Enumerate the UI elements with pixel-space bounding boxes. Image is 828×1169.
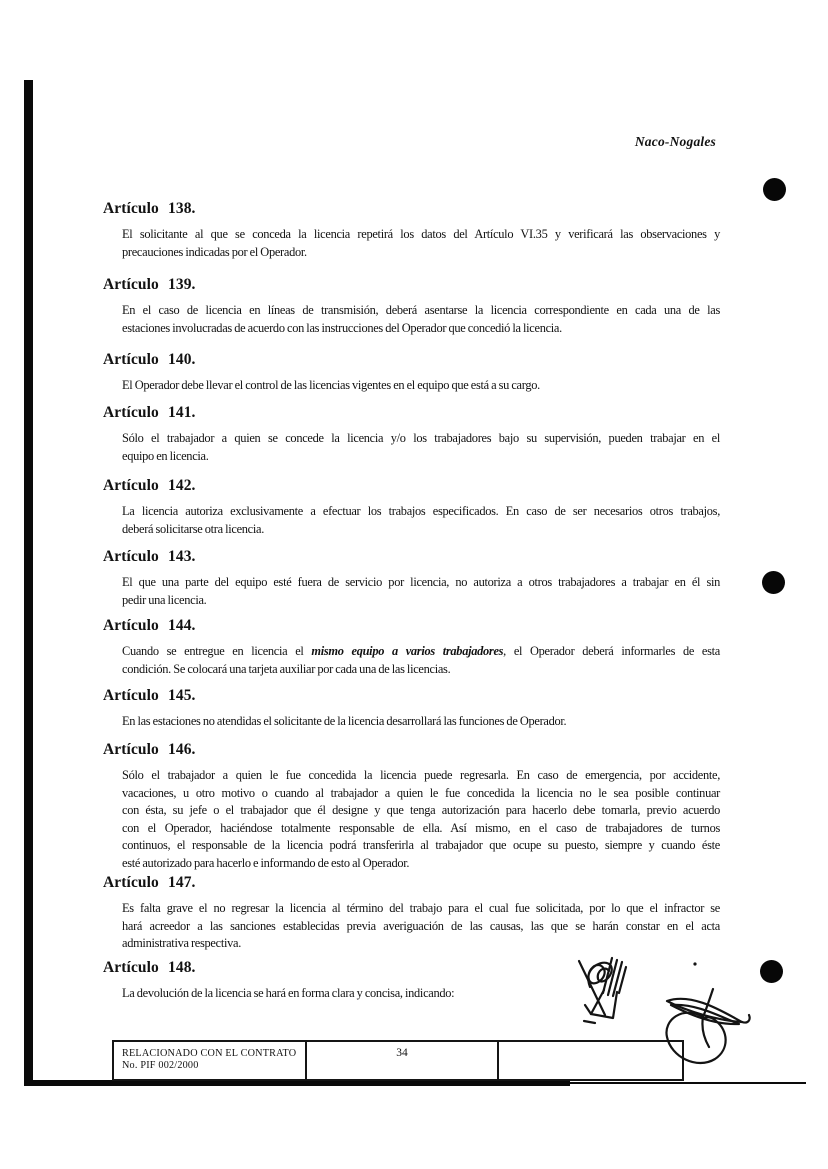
body-line: deberá solicitarse otra licencia. bbox=[122, 521, 265, 536]
article-body bbox=[122, 302, 720, 337]
signature-scribble bbox=[555, 935, 765, 1075]
body-line: En las estaciones no atendidas el solicitante de la licencia desarrollará las funciones de Operador. bbox=[122, 714, 567, 728]
article-body bbox=[122, 767, 720, 872]
article-heading: Artículo 147. bbox=[103, 874, 196, 891]
body-line: La devolución de la licencia se hará en forma clara y concisa, indicando: bbox=[122, 986, 455, 1000]
body-line: Sólo el trabajador a quien se concede la licencia y/o los trabajadores bajo su supervisión, pueden trabajar en el bbox=[122, 431, 720, 445]
article-body bbox=[122, 574, 720, 609]
body-line: hará acreedor a las sanciones establecidas previa averiguación de las causas, las que se harán constar en el acta bbox=[122, 918, 720, 933]
article-heading: Artículo 138. bbox=[103, 200, 196, 217]
binding-edge-bar bbox=[24, 80, 33, 1086]
article-body bbox=[122, 430, 720, 465]
article-141 bbox=[103, 404, 725, 465]
article-146 bbox=[103, 741, 725, 872]
body-line: La licencia autoriza exclusivamente a efectuar los trabajos especificados. En caso de ser necesarios otros trabajos, bbox=[122, 504, 720, 518]
body-text: , el Operador deberá informarles de esta bbox=[503, 644, 720, 658]
contract-stamp-line2: No. PIF 002/2000 bbox=[122, 1060, 199, 1071]
page-bottom-rule-thin bbox=[566, 1082, 806, 1084]
article-140 bbox=[103, 351, 725, 395]
punch-hole-dot bbox=[763, 178, 786, 201]
page-number: 34 bbox=[396, 1047, 408, 1059]
page-number-cell bbox=[307, 1042, 499, 1079]
contract-stamp-cell bbox=[114, 1042, 307, 1079]
article-142 bbox=[103, 477, 725, 538]
body-line: Sólo el trabajador a quien le fue concedida la licencia puede regresarla. En caso de emergencia, por accidente, bbox=[122, 768, 720, 782]
article-heading: Artículo 146. bbox=[103, 741, 196, 758]
body-line: En el caso de licencia en líneas de transmisión, deberá asentarse la licencia correspondiente en cada una de las bbox=[122, 303, 720, 317]
running-header: Naco-Nogales bbox=[634, 134, 716, 149]
body-line: El Operador debe llevar el control de las licencias vigentes en el equipo que está a su cargo. bbox=[122, 378, 540, 392]
article-heading: Artículo 139. bbox=[103, 276, 196, 293]
body-line: condición. Se colocará una tarjeta auxiliar por cada una de las licencias. bbox=[122, 661, 451, 676]
body-line: pedir una licencia. bbox=[122, 592, 207, 607]
punch-hole-dot bbox=[762, 571, 785, 594]
body-line bbox=[122, 643, 720, 661]
body-line: vacaciones, u otro motivo o cuando al trabajador a quien le fue concedida la licencia no le sea posible continuar bbox=[122, 785, 720, 800]
body-line: precauciones indicadas por el Operador. bbox=[122, 244, 307, 259]
article-138 bbox=[103, 200, 725, 261]
body-line: con el Operador, haciéndose totalmente responsable de ella. Así mismo, en el caso de trabajadores de turnos bbox=[122, 820, 720, 835]
article-145 bbox=[103, 687, 725, 731]
article-heading: Artículo 141. bbox=[103, 404, 196, 421]
contract-stamp-line1: RELACIONADO CON EL CONTRATO bbox=[122, 1048, 297, 1059]
article-144 bbox=[103, 617, 725, 678]
body-line: El solicitante al que se conceda la licencia repetirá los datos del Artículo VI.35 y verificará las observaciones y bbox=[122, 227, 720, 241]
body-line: con ésta, su jefe o el trabajador que él designe y que tenga autorización para hacerlo debe tomarla, previo acuerdo bbox=[122, 803, 720, 817]
body-line: El que una parte del equipo esté fuera de servicio por licencia, no autoriza a otros trabajadores a trabajar en él sin bbox=[122, 575, 720, 589]
article-heading: Artículo 148. bbox=[103, 959, 196, 976]
body-line: administrativa respectiva. bbox=[122, 936, 242, 950]
body-line: estaciones involucradas de acuerdo con las instrucciones del Operador que concedió la licencia. bbox=[122, 320, 562, 335]
article-139 bbox=[103, 276, 725, 337]
body-line: equipo en licencia. bbox=[122, 448, 209, 463]
article-body bbox=[122, 643, 720, 678]
article-heading: Artículo 144. bbox=[103, 617, 196, 634]
article-143 bbox=[103, 548, 725, 609]
emphasized-phrase: mismo equipo a varios trabajadores bbox=[311, 644, 504, 658]
article-heading: Artículo 140. bbox=[103, 351, 196, 368]
body-line: continuos, el responsable de la licencia podrá transferirla al trabajador que ocupe su puesto, siempre y cuando éste bbox=[122, 838, 720, 852]
body-text: Cuando se entregue en licencia el bbox=[122, 644, 312, 658]
body-line: Es falta grave el no regresar la licencia al término del trabajo para el cual fue solicitada, por lo que el infractor se bbox=[122, 901, 720, 915]
article-body bbox=[122, 713, 720, 731]
article-body bbox=[122, 377, 720, 395]
article-heading: Artículo 145. bbox=[103, 687, 196, 704]
article-heading: Artículo 143. bbox=[103, 548, 196, 565]
article-body bbox=[122, 503, 720, 538]
body-line: esté autorizado para hacerlo e informando de esto al Operador. bbox=[122, 855, 410, 870]
article-body bbox=[122, 226, 720, 261]
article-heading: Artículo 142. bbox=[103, 477, 196, 494]
